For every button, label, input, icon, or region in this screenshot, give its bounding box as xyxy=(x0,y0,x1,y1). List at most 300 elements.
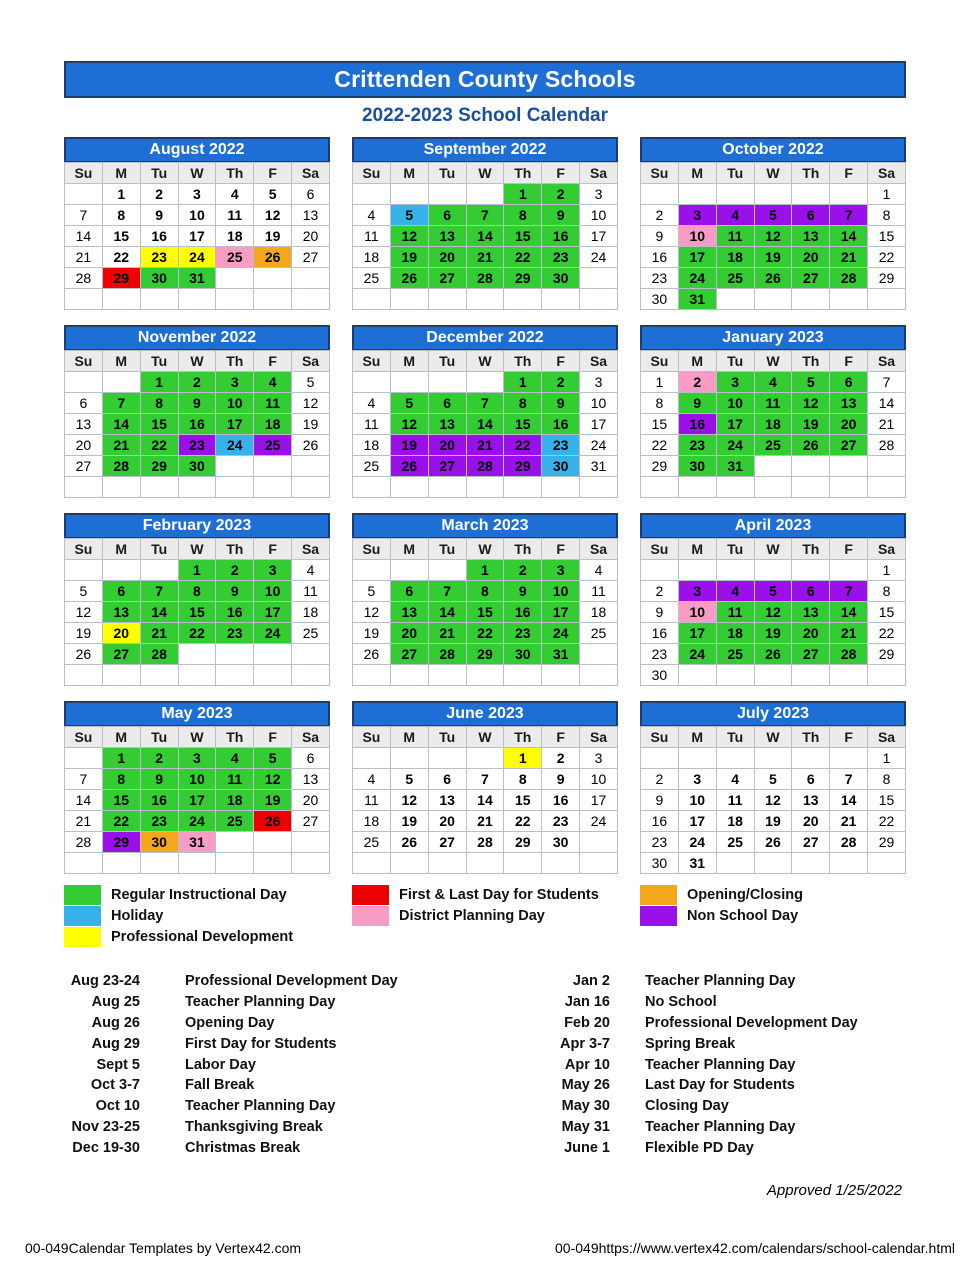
weekday-header: Su xyxy=(65,539,103,560)
empty-cell xyxy=(292,644,330,665)
weekday-header: Sa xyxy=(580,163,618,184)
day-cell: 13 xyxy=(792,790,830,811)
day-cell: 18 xyxy=(754,414,792,435)
legend-label: Professional Development xyxy=(111,928,294,945)
day-cell: 19 xyxy=(390,811,428,832)
day-cell: 24 xyxy=(678,832,716,853)
weekday-header: M xyxy=(390,163,428,184)
noschool-color-swatch xyxy=(640,906,677,926)
empty-cell xyxy=(580,832,618,853)
day-cell: 11 xyxy=(216,769,254,790)
day-cell: 27 xyxy=(830,435,868,456)
day-cell: 2 xyxy=(641,581,679,602)
day-cell: 17 xyxy=(178,790,216,811)
key-date: Dec 19-30 xyxy=(72,1139,140,1156)
day-cell: 12 xyxy=(390,790,428,811)
empty-cell xyxy=(678,665,716,686)
day-cell: 5 xyxy=(292,372,330,393)
key-date-event: Flexible PD Day xyxy=(645,1139,754,1156)
empty-cell xyxy=(216,665,254,686)
day-cell: 18 xyxy=(216,226,254,247)
day-cell: 8 xyxy=(641,393,679,414)
day-cell: 9 xyxy=(216,581,254,602)
day-cell: 20 xyxy=(428,247,466,268)
weekday-header: M xyxy=(390,351,428,372)
day-cell: 3 xyxy=(678,769,716,790)
day-cell: 14 xyxy=(830,790,868,811)
day-cell: 25 xyxy=(716,644,754,665)
weekday-header: Tu xyxy=(428,539,466,560)
day-cell: 19 xyxy=(754,811,792,832)
day-cell: 22 xyxy=(868,811,906,832)
day-cell: 4 xyxy=(353,205,391,226)
day-cell: 15 xyxy=(868,226,906,247)
day-cell: 5 xyxy=(254,748,292,769)
empty-cell xyxy=(716,853,754,874)
day-cell: 23 xyxy=(542,247,580,268)
day-cell: 6 xyxy=(390,581,428,602)
weekday-header: M xyxy=(102,727,140,748)
day-cell: 1 xyxy=(102,748,140,769)
day-cell: 28 xyxy=(65,268,103,289)
month-calendar xyxy=(64,137,330,310)
weekday-header: Th xyxy=(792,351,830,372)
day-cell: 11 xyxy=(353,414,391,435)
empty-cell xyxy=(641,560,679,581)
day-cell: 17 xyxy=(580,414,618,435)
empty-cell xyxy=(830,853,868,874)
day-cell: 26 xyxy=(254,247,292,268)
day-cell: 14 xyxy=(428,602,466,623)
day-cell: 30 xyxy=(641,665,679,686)
month-table xyxy=(352,538,618,686)
day-cell: 17 xyxy=(580,226,618,247)
day-cell: 28 xyxy=(830,644,868,665)
day-cell: 25 xyxy=(716,832,754,853)
day-cell: 8 xyxy=(102,769,140,790)
day-cell: 7 xyxy=(140,581,178,602)
months-grid xyxy=(64,137,906,874)
empty-cell xyxy=(428,372,466,393)
day-cell: 16 xyxy=(140,790,178,811)
day-cell: 31 xyxy=(716,456,754,477)
day-cell: 30 xyxy=(542,832,580,853)
day-cell: 28 xyxy=(868,435,906,456)
day-cell: 15 xyxy=(466,602,504,623)
day-cell: 9 xyxy=(641,602,679,623)
day-cell: 20 xyxy=(792,811,830,832)
weekday-header: Th xyxy=(504,727,542,748)
day-cell: 28 xyxy=(428,644,466,665)
weekday-header: F xyxy=(254,351,292,372)
empty-cell xyxy=(830,477,868,498)
day-cell: 7 xyxy=(830,769,868,790)
key-date-event: Christmas Break xyxy=(185,1139,301,1156)
day-cell: 24 xyxy=(580,811,618,832)
day-cell: 10 xyxy=(178,205,216,226)
day-cell: 26 xyxy=(254,811,292,832)
day-cell: 15 xyxy=(868,602,906,623)
day-cell: 13 xyxy=(830,393,868,414)
day-cell: 15 xyxy=(504,414,542,435)
key-date-event: Professional Development Day xyxy=(185,973,398,990)
day-cell: 15 xyxy=(178,602,216,623)
day-cell: 26 xyxy=(292,435,330,456)
weekday-header: M xyxy=(102,163,140,184)
empty-cell xyxy=(140,477,178,498)
month-table xyxy=(352,726,618,874)
empty-cell xyxy=(716,665,754,686)
planning-color-swatch xyxy=(352,906,389,926)
weekday-header: W xyxy=(754,163,792,184)
day-cell: 6 xyxy=(292,184,330,205)
key-date: Oct 10 xyxy=(95,1098,140,1115)
weekday-header: Th xyxy=(216,539,254,560)
day-cell: 20 xyxy=(428,435,466,456)
empty-cell xyxy=(428,184,466,205)
day-cell: 29 xyxy=(102,832,140,853)
day-cell: 13 xyxy=(292,769,330,790)
month-table xyxy=(640,350,906,498)
empty-cell xyxy=(65,184,103,205)
day-cell: 31 xyxy=(178,832,216,853)
weekday-header: M xyxy=(390,727,428,748)
pd-color-swatch xyxy=(64,927,101,947)
day-cell: 27 xyxy=(292,811,330,832)
legend-item xyxy=(64,905,330,926)
day-cell: 6 xyxy=(428,393,466,414)
day-cell: 31 xyxy=(678,289,716,310)
empty-cell xyxy=(868,456,906,477)
key-date-event: Fall Break xyxy=(185,1077,255,1094)
day-cell: 2 xyxy=(216,560,254,581)
day-cell: 13 xyxy=(428,414,466,435)
empty-cell xyxy=(390,665,428,686)
weekday-header: Sa xyxy=(868,727,906,748)
key-date-row xyxy=(450,992,858,1013)
weekday-header: M xyxy=(390,539,428,560)
empty-cell xyxy=(65,853,103,874)
day-cell: 7 xyxy=(65,769,103,790)
day-cell: 11 xyxy=(254,393,292,414)
day-cell: 9 xyxy=(542,393,580,414)
month-calendar xyxy=(64,513,330,686)
day-cell: 18 xyxy=(716,623,754,644)
day-cell: 8 xyxy=(504,393,542,414)
day-cell: 16 xyxy=(542,414,580,435)
footer-url: 00-049https://www.vertex42.com/calendars/school-calendar.html xyxy=(555,1240,955,1256)
weekday-header: Su xyxy=(65,727,103,748)
day-cell: 30 xyxy=(641,289,679,310)
day-cell: 11 xyxy=(353,226,391,247)
key-dates-right-column xyxy=(450,971,858,1158)
day-cell: 26 xyxy=(390,832,428,853)
empty-cell xyxy=(216,289,254,310)
day-cell: 5 xyxy=(754,581,792,602)
month-title: April 2023 xyxy=(640,513,906,538)
day-cell: 7 xyxy=(466,393,504,414)
day-cell: 16 xyxy=(542,790,580,811)
day-cell: 14 xyxy=(466,226,504,247)
day-cell: 1 xyxy=(868,748,906,769)
day-cell: 5 xyxy=(65,581,103,602)
empty-cell xyxy=(353,372,391,393)
weekday-header: M xyxy=(102,539,140,560)
day-cell: 14 xyxy=(868,393,906,414)
month-table xyxy=(64,350,330,498)
day-cell: 23 xyxy=(542,811,580,832)
day-cell: 4 xyxy=(216,748,254,769)
day-cell: 6 xyxy=(792,205,830,226)
month-calendar xyxy=(352,137,618,310)
day-cell: 19 xyxy=(754,247,792,268)
day-cell: 9 xyxy=(678,393,716,414)
key-date: Aug 23-24 xyxy=(70,973,140,990)
key-date: Oct 3-7 xyxy=(90,1077,140,1094)
key-date: Aug 26 xyxy=(91,1014,140,1031)
day-cell: 5 xyxy=(390,205,428,226)
legend-item xyxy=(352,884,618,905)
day-cell: 18 xyxy=(292,602,330,623)
weekday-header: Th xyxy=(792,727,830,748)
day-cell: 2 xyxy=(542,184,580,205)
empty-cell xyxy=(678,477,716,498)
empty-cell xyxy=(678,184,716,205)
empty-cell xyxy=(428,477,466,498)
weekday-header: Tu xyxy=(716,727,754,748)
weekday-header: Sa xyxy=(580,727,618,748)
key-date-row xyxy=(450,1096,858,1117)
empty-cell xyxy=(792,184,830,205)
key-date-event: Thanksgiving Break xyxy=(185,1118,323,1135)
empty-cell xyxy=(542,665,580,686)
month-title: August 2022 xyxy=(64,137,330,162)
empty-cell xyxy=(254,665,292,686)
legend-item xyxy=(640,884,906,905)
day-cell: 1 xyxy=(466,560,504,581)
empty-cell xyxy=(504,665,542,686)
empty-cell xyxy=(868,853,906,874)
day-cell: 9 xyxy=(504,581,542,602)
empty-cell xyxy=(830,289,868,310)
empty-cell xyxy=(792,289,830,310)
day-cell: 3 xyxy=(216,372,254,393)
empty-cell xyxy=(641,748,679,769)
day-cell: 7 xyxy=(830,205,868,226)
day-cell: 3 xyxy=(178,184,216,205)
weekday-header: Th xyxy=(504,163,542,184)
day-cell: 3 xyxy=(678,581,716,602)
day-cell: 26 xyxy=(754,268,792,289)
empty-cell xyxy=(353,184,391,205)
empty-cell xyxy=(754,665,792,686)
day-cell: 4 xyxy=(716,581,754,602)
day-cell: 6 xyxy=(428,769,466,790)
day-cell: 1 xyxy=(504,748,542,769)
day-cell: 13 xyxy=(428,226,466,247)
weekday-header: Su xyxy=(641,539,679,560)
empty-cell xyxy=(754,477,792,498)
day-cell: 18 xyxy=(353,435,391,456)
day-cell: 20 xyxy=(390,623,428,644)
empty-cell xyxy=(580,268,618,289)
month-title: February 2023 xyxy=(64,513,330,538)
day-cell: 23 xyxy=(140,811,178,832)
day-cell: 25 xyxy=(580,623,618,644)
key-date-event: Teacher Planning Day xyxy=(185,1098,336,1115)
day-cell: 10 xyxy=(678,602,716,623)
day-cell: 27 xyxy=(792,644,830,665)
day-cell: 25 xyxy=(754,435,792,456)
empty-cell xyxy=(102,477,140,498)
day-cell: 21 xyxy=(868,414,906,435)
day-cell: 20 xyxy=(428,811,466,832)
day-cell: 2 xyxy=(504,560,542,581)
key-date-row xyxy=(0,992,450,1013)
day-cell: 6 xyxy=(292,748,330,769)
empty-cell xyxy=(830,456,868,477)
day-cell: 9 xyxy=(542,769,580,790)
weekday-header: Su xyxy=(353,351,391,372)
weekday-header: Sa xyxy=(580,351,618,372)
holiday-color-swatch xyxy=(64,906,101,926)
weekday-header: F xyxy=(542,727,580,748)
weekday-header: Tu xyxy=(140,351,178,372)
day-cell: 3 xyxy=(678,205,716,226)
empty-cell xyxy=(254,832,292,853)
weekday-header: Su xyxy=(353,163,391,184)
day-cell: 1 xyxy=(504,372,542,393)
empty-cell xyxy=(641,477,679,498)
empty-cell xyxy=(830,560,868,581)
day-cell: 9 xyxy=(140,769,178,790)
weekday-header: Th xyxy=(504,539,542,560)
day-cell: 18 xyxy=(216,790,254,811)
day-cell: 15 xyxy=(102,790,140,811)
key-date-row xyxy=(0,1054,450,1075)
month-table xyxy=(640,726,906,874)
weekday-header: W xyxy=(178,727,216,748)
day-cell: 24 xyxy=(178,811,216,832)
empty-cell xyxy=(716,748,754,769)
day-cell: 29 xyxy=(641,456,679,477)
day-cell: 15 xyxy=(641,414,679,435)
weekday-header: Sa xyxy=(868,163,906,184)
day-cell: 17 xyxy=(678,623,716,644)
empty-cell xyxy=(428,748,466,769)
day-cell: 29 xyxy=(868,268,906,289)
empty-cell xyxy=(390,372,428,393)
day-cell: 31 xyxy=(678,853,716,874)
day-cell: 16 xyxy=(216,602,254,623)
key-dates xyxy=(0,971,978,1158)
day-cell: 12 xyxy=(254,205,292,226)
empty-cell xyxy=(292,832,330,853)
legend-label: Regular Instructional Day xyxy=(111,886,287,903)
day-cell: 11 xyxy=(716,226,754,247)
day-cell: 19 xyxy=(65,623,103,644)
day-cell: 16 xyxy=(504,602,542,623)
day-cell: 2 xyxy=(641,769,679,790)
day-cell: 29 xyxy=(466,644,504,665)
day-cell: 18 xyxy=(580,602,618,623)
empty-cell xyxy=(353,665,391,686)
day-cell: 8 xyxy=(868,581,906,602)
day-cell: 23 xyxy=(678,435,716,456)
day-cell: 1 xyxy=(641,372,679,393)
weekday-header: W xyxy=(466,539,504,560)
day-cell: 9 xyxy=(641,790,679,811)
day-cell: 17 xyxy=(178,226,216,247)
empty-cell xyxy=(716,289,754,310)
day-cell: 15 xyxy=(504,790,542,811)
day-cell: 7 xyxy=(830,581,868,602)
day-cell: 20 xyxy=(292,226,330,247)
day-cell: 9 xyxy=(178,393,216,414)
day-cell: 3 xyxy=(254,560,292,581)
day-cell: 11 xyxy=(353,790,391,811)
day-cell: 16 xyxy=(641,623,679,644)
empty-cell xyxy=(792,665,830,686)
day-cell: 30 xyxy=(542,268,580,289)
empty-cell xyxy=(390,184,428,205)
day-cell: 12 xyxy=(292,393,330,414)
empty-cell xyxy=(140,289,178,310)
weekday-header: Tu xyxy=(428,727,466,748)
legend-label: District Planning Day xyxy=(399,907,545,924)
weekday-header: Th xyxy=(216,351,254,372)
legend-label: Non School Day xyxy=(687,907,799,924)
key-date: June 1 xyxy=(564,1139,610,1156)
day-cell: 22 xyxy=(140,435,178,456)
empty-cell xyxy=(504,477,542,498)
day-cell: 9 xyxy=(140,205,178,226)
day-cell: 21 xyxy=(830,623,868,644)
day-cell: 10 xyxy=(678,226,716,247)
empty-cell xyxy=(102,665,140,686)
day-cell: 5 xyxy=(754,769,792,790)
empty-cell xyxy=(102,560,140,581)
weekday-header: W xyxy=(178,163,216,184)
day-cell: 3 xyxy=(580,184,618,205)
day-cell: 10 xyxy=(254,581,292,602)
empty-cell xyxy=(716,477,754,498)
firstlast-color-swatch xyxy=(352,885,389,905)
empty-cell xyxy=(754,560,792,581)
empty-cell xyxy=(292,456,330,477)
empty-cell xyxy=(353,748,391,769)
day-cell: 27 xyxy=(292,247,330,268)
day-cell: 30 xyxy=(140,268,178,289)
day-cell: 24 xyxy=(580,435,618,456)
empty-cell xyxy=(542,289,580,310)
day-cell: 16 xyxy=(678,414,716,435)
day-cell: 9 xyxy=(641,226,679,247)
day-cell: 21 xyxy=(830,247,868,268)
day-cell: 6 xyxy=(792,581,830,602)
day-cell: 4 xyxy=(716,205,754,226)
day-cell: 7 xyxy=(466,769,504,790)
day-cell: 25 xyxy=(254,435,292,456)
day-cell: 6 xyxy=(830,372,868,393)
key-date: Apr 10 xyxy=(564,1056,610,1073)
empty-cell xyxy=(678,748,716,769)
day-cell: 24 xyxy=(216,435,254,456)
weekday-header: Th xyxy=(504,351,542,372)
key-date-event: Labor Day xyxy=(185,1056,256,1073)
day-cell: 31 xyxy=(178,268,216,289)
month-title: December 2022 xyxy=(352,325,618,350)
